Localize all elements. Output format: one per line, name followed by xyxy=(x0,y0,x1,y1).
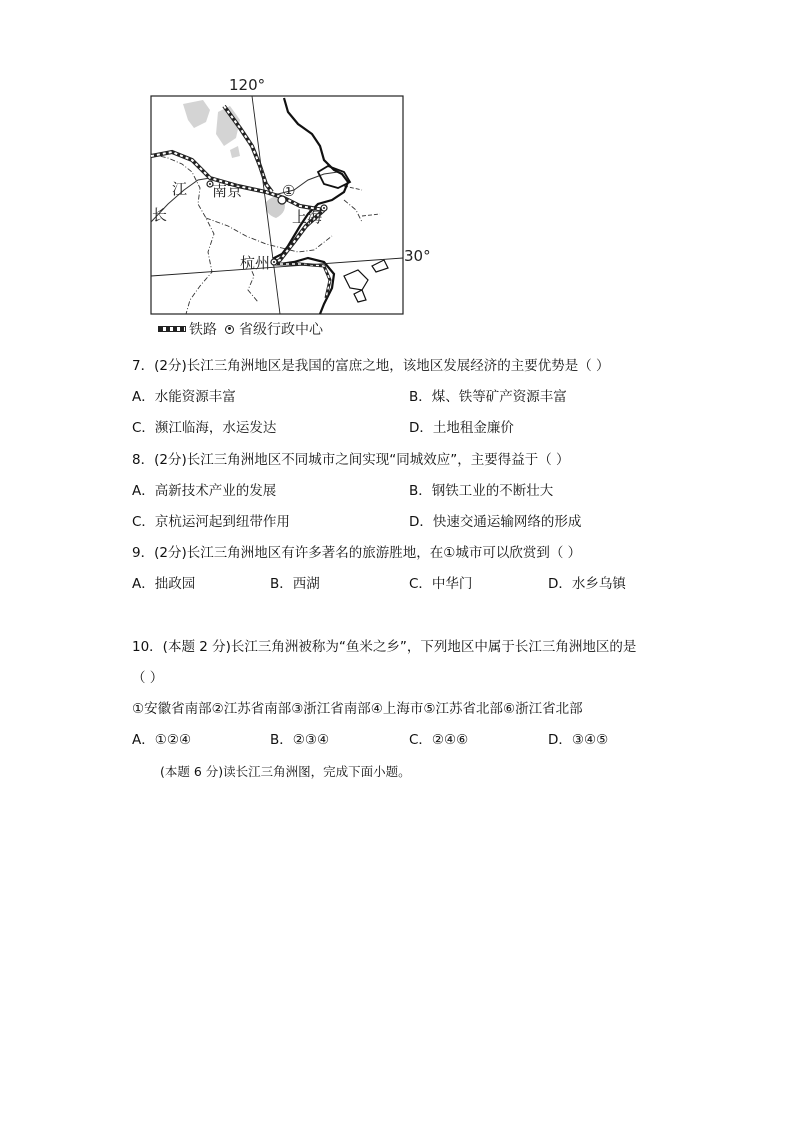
capital-symbol-icon xyxy=(225,325,234,334)
lake-gray xyxy=(230,146,240,158)
railway-symbol-icon xyxy=(158,326,186,332)
question-8-stem: 8．(2分)长江三角洲地区不同城市之间实现“同城效应”，主要得益于（ ） xyxy=(132,452,570,468)
question-10-stem-continued: （ ） xyxy=(132,670,164,686)
question-10-option-c[interactable]: C．②④⑥ xyxy=(409,732,469,748)
question-10-items: ①安徽省南部②江苏省南部③浙江省南部④上海市⑤江苏省北部⑥浙江省北部 xyxy=(132,701,583,717)
question-7-option-a[interactable]: A．水能资源丰富 xyxy=(132,389,236,405)
question-9-option-c[interactable]: C．中华门 xyxy=(409,576,473,592)
question-8-option-c[interactable]: C．京杭运河起到纽带作用 xyxy=(132,514,290,530)
legend-railway-label: 铁路 xyxy=(189,322,217,338)
question-10-stem: 10．(本题 2 分)长江三角洲被称为“鱼米之乡”，下列地区中属于长江三角洲地区的是 xyxy=(132,639,637,655)
question-8-option-a[interactable]: A．高新技术产业的发展 xyxy=(132,483,277,499)
city-label-circle-1: ① xyxy=(282,182,296,200)
question-8-option-d[interactable]: D．快速交通运输网络的形成 xyxy=(409,514,582,530)
longitude-label: 120° xyxy=(229,76,266,94)
question-8-option-b[interactable]: B．钢铁工业的不断壮大 xyxy=(409,483,554,499)
city-label-hangzhou: 杭州 xyxy=(240,254,271,272)
river-label-chang: 长 xyxy=(152,206,168,224)
legend-capital-label: 省级行政中心 xyxy=(239,322,323,338)
section-instruction: (本题 6 分)读长江三角洲图，完成下面小题。 xyxy=(160,764,411,779)
question-10-option-a[interactable]: A．①②④ xyxy=(132,732,192,748)
river-label-jiang: 江 xyxy=(172,180,188,198)
question-10-option-b[interactable]: B．②③④ xyxy=(270,732,330,748)
latitude-label: 30° xyxy=(404,247,431,265)
question-10-option-d[interactable]: D．③④⑤ xyxy=(548,732,609,748)
question-9-stem: 9．(2分)长江三角洲地区有许多著名的旅游胜地，在①城市可以欣赏到（ ） xyxy=(132,545,582,561)
question-9-option-a[interactable]: A．拙政园 xyxy=(132,576,196,592)
question-7-option-b[interactable]: B．煤、铁等矿产资源丰富 xyxy=(409,389,567,405)
city-label-shanghai: 上海 xyxy=(292,208,323,226)
question-7-option-c[interactable]: C．濒江临海，水运发达 xyxy=(132,420,277,436)
question-9-option-d[interactable]: D．水乡乌镇 xyxy=(548,576,626,592)
map-legend xyxy=(158,319,323,339)
lake-gray xyxy=(183,100,210,128)
question-9-option-b[interactable]: B．西湖 xyxy=(270,576,320,592)
question-7-option-d[interactable]: D．土地租金廉价 xyxy=(409,420,514,436)
city-label-nanjing: 南京 xyxy=(212,182,243,200)
yangtze-delta-map xyxy=(148,76,438,346)
question-7-stem: 7．(2分)长江三角洲地区是我国的富庶之地，该地区发展经济的主要优势是（ ） xyxy=(132,358,610,374)
